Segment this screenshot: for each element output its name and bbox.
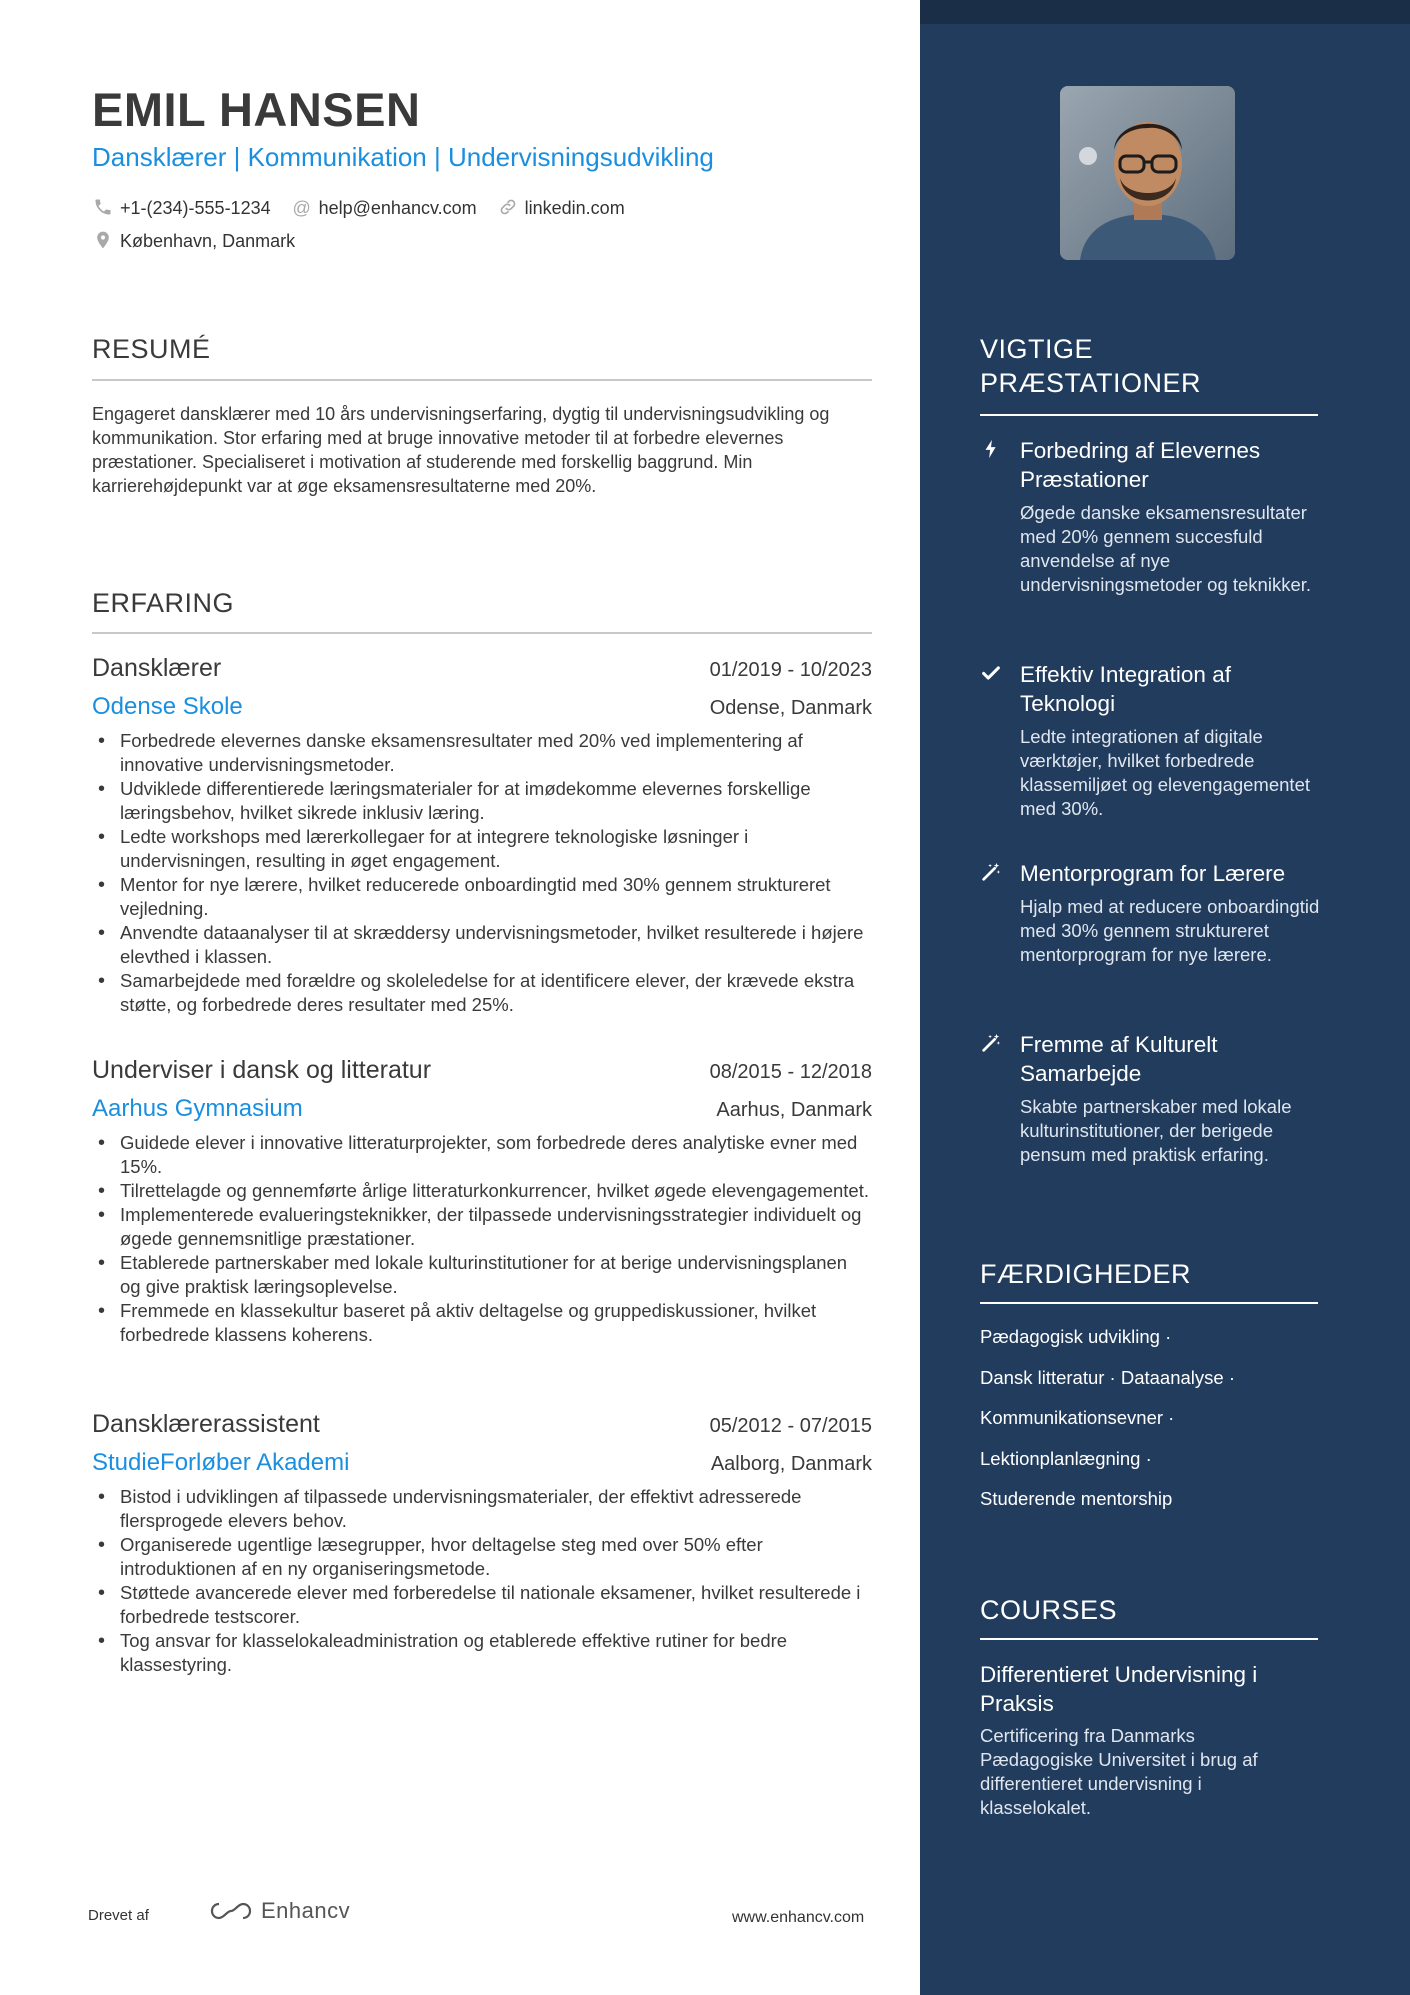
job-2	[92, 1056, 872, 1347]
list-item: • Anvendte dataanalyser til at skræddersy undervisningsmetoder, hvilket resulterede i højere elevthed i klassen.	[92, 921, 872, 969]
courses-rule	[980, 1638, 1318, 1640]
footer-url[interactable]: www.enhancv.com	[732, 1909, 865, 1926]
job-1	[92, 654, 872, 1017]
phone-text[interactable]: +1-(234)-555-1234	[120, 197, 271, 218]
list-item: • Fremmede en klassekultur baseret på aktiv deltagelse og gruppediskussioner, hvilket forbedrede klassens koherens.	[92, 1299, 872, 1347]
course-title: Differentieret Undervisning i Praksis	[980, 1662, 1258, 1716]
contact-email	[291, 197, 477, 219]
skill-line: Studerende mentorship	[980, 1488, 1173, 1509]
location-text: København, Danmark	[120, 230, 296, 251]
job-dates: 01/2019 - 10/2023	[709, 659, 872, 681]
phone-icon	[92, 197, 114, 219]
achievements-rule	[980, 414, 1318, 416]
achievement-desc: Ledte integrationen af digitale værktøjer, hvilket forbedrede klassemiljøet og elevengagementet med 30%.	[1020, 726, 1310, 819]
list-item: • Etablerede partnerskaber med lokale kulturinstitutioner for at berige undervisningsplanen og give praktisk læringsoplevelse.	[92, 1251, 872, 1299]
contact-row	[92, 197, 645, 219]
achievement-title: Mentorprogram for Lærere	[1020, 861, 1286, 886]
company-name: Odense Skole	[92, 693, 243, 720]
enhancv-logo[interactable]	[207, 1898, 350, 1924]
at-icon: @	[292, 198, 311, 218]
skills-title: FÆRDIGHEDER	[980, 1259, 1192, 1289]
job-title: Underviser i dansk og litteratur	[92, 1056, 432, 1084]
achievement-desc: Skabte partnerskaber med lokale kulturinstitutioner, der berigede pensum med praktisk erfaring.	[1020, 1096, 1292, 1165]
list-item: • Støttede avancerede elever med forberedelse til nationale eksamener, hvilket resulterede i forbedrede testscorer.	[92, 1581, 872, 1629]
skill-line: Pædagogisk udvikling ·	[980, 1326, 1172, 1347]
magic-wand-icon	[980, 1032, 1002, 1056]
summary-rule	[92, 379, 872, 381]
summary-title: RESUMÉ	[92, 334, 211, 364]
job-bullets	[92, 1485, 872, 1677]
skills-rule	[980, 1302, 1318, 1304]
email-text[interactable]: help@enhancv.com	[318, 197, 477, 218]
company-name: Aarhus Gymnasium	[92, 1095, 303, 1122]
list-item: • Tog ansvar for klasselokaleadministration og etablerede effektive rutiner for bedre klassestyring.	[92, 1629, 872, 1677]
list-item: • Guidede elever i innovative litteraturprojekter, som forbedrede deres analytiske evner med 15%.	[92, 1131, 872, 1179]
skill-line: Lektionplanlægning ·	[980, 1448, 1152, 1469]
achievement-title: Fremme af Kulturelt Samarbejde	[1020, 1032, 1218, 1086]
contact-row-2	[92, 230, 315, 252]
summary-text: Engageret dansklærer med 10 års undervisningserfaring, dygtig til undervisningsudvikling og kommunikation. Stor erfaring med at bruge innovative metoder til at forbedre elevernes præstationer. Specialiseret i motivation af studerende med forskellig baggrund. Min karrierehøjdepunkt var at øge eksamensresultaterne med 20%.	[92, 404, 830, 496]
contact-phone	[92, 197, 271, 219]
achievement-desc: Øgede danske eksamensresultater med 20% gennem succesfuld anvendelse af nye undervisningsmetoder og teknikker.	[1020, 502, 1312, 595]
achievement-desc: Hjalp med at reducere onboardingtid med 30% gennem struktureret mentorprogram for nye lærere.	[1020, 896, 1320, 965]
footer-powered-by: Drevet af	[88, 1907, 149, 1924]
list-item: • Tilrettelagde og gennemførte årlige litteraturkonkurrencer, hvilket øgede elevengagementet.	[92, 1179, 872, 1203]
list-item: • Forbedrede elevernes danske eksamensresultater med 20% ved implementering af innovative undervisningsmetoder.	[92, 729, 872, 777]
list-item: • Samarbejdede med forældre og skoleledelse for at identificere elever, der krævede ekstra støtte, og forbedrede deres resultater med 25%.	[92, 969, 872, 1017]
candidate-name: EMIL HANSEN	[92, 83, 421, 136]
job-title: Dansklærerassistent	[92, 1410, 320, 1438]
linkedin-text[interactable]: linkedin.com	[524, 197, 625, 218]
skill-line: Dansk litteratur · Dataanalyse ·	[980, 1367, 1235, 1388]
achievement-title: Forbedring af Elevernes Præstationer	[1020, 438, 1261, 492]
job-3	[92, 1410, 872, 1677]
company-name: StudieForløber Akademi	[92, 1449, 350, 1476]
job-title: Dansklærer	[92, 654, 222, 682]
achievement-2	[980, 660, 1320, 821]
job-bullets	[92, 1131, 872, 1347]
experience-title: ERFARING	[92, 588, 235, 618]
achievement-4	[980, 1030, 1320, 1167]
course-desc: Certificering fra Danmarks Pædagogiske Universitet i brug af differentieret undervisning i klasselokalet.	[980, 1725, 1258, 1818]
job-location: Odense, Danmark	[709, 697, 872, 719]
contact-linkedin	[497, 197, 625, 219]
courses-title: COURSES	[980, 1595, 1118, 1625]
achievements-title: VIGTIGE PRÆSTATIONER	[980, 334, 1202, 398]
achievement-3	[980, 859, 1320, 967]
job-location: Aarhus, Danmark	[716, 1099, 872, 1121]
avatar	[1060, 86, 1235, 260]
bolt-icon	[980, 438, 1002, 462]
list-item: • Organiserede ugentlige læsegrupper, hvor deltagelse steg med over 50% efter introduktionen af en ny organiseringsmetode.	[92, 1533, 872, 1581]
sidebar-top-bar	[920, 0, 1410, 24]
achievement-1	[980, 436, 1320, 597]
skill-line: Kommunikationsevner ·	[980, 1407, 1175, 1428]
list-item: • Bistod i udviklingen af tilpassede undervisningsmaterialer, der effektivt adresserede flersprogede elevers behov.	[92, 1485, 872, 1533]
job-location: Aalborg, Danmark	[710, 1453, 872, 1475]
list-item: • Udviklede differentierede læringsmaterialer for at imødekomme elevernes forskellige læringsbehov, hvilket sikrede inklusiv læring.	[92, 777, 872, 825]
link-icon	[497, 197, 519, 219]
contact-location	[92, 230, 295, 252]
achievement-title: Effektiv Integration af Teknologi	[1020, 662, 1231, 716]
job-dates: 05/2012 - 07/2015	[709, 1415, 872, 1437]
job-dates: 08/2015 - 12/2018	[709, 1061, 872, 1083]
list-item: • Ledte workshops med lærerkollegaer for at integrere teknologiske løsninger i undervisningen, resulting in øget engagement.	[92, 825, 872, 873]
experience-rule	[92, 632, 872, 634]
infinity-logo-icon	[207, 1899, 255, 1923]
location-pin-icon	[92, 230, 114, 252]
headline: Dansklærer | Kommunikation | Undervisningsudvikling	[92, 142, 714, 172]
magic-wand-icon	[980, 861, 1002, 885]
list-item: • Mentor for nye lærere, hvilket reducerede onboardingtid med 30% gennem struktureret vejledning.	[92, 873, 872, 921]
check-icon	[980, 662, 1002, 686]
list-item: • Implementerede evalueringsteknikker, der tilpassede undervisningsstrategier individuelt og øgede gennemsnitlige præstationer.	[92, 1203, 872, 1251]
logo-text: Enhancv	[261, 1898, 351, 1923]
job-bullets	[92, 729, 872, 1017]
